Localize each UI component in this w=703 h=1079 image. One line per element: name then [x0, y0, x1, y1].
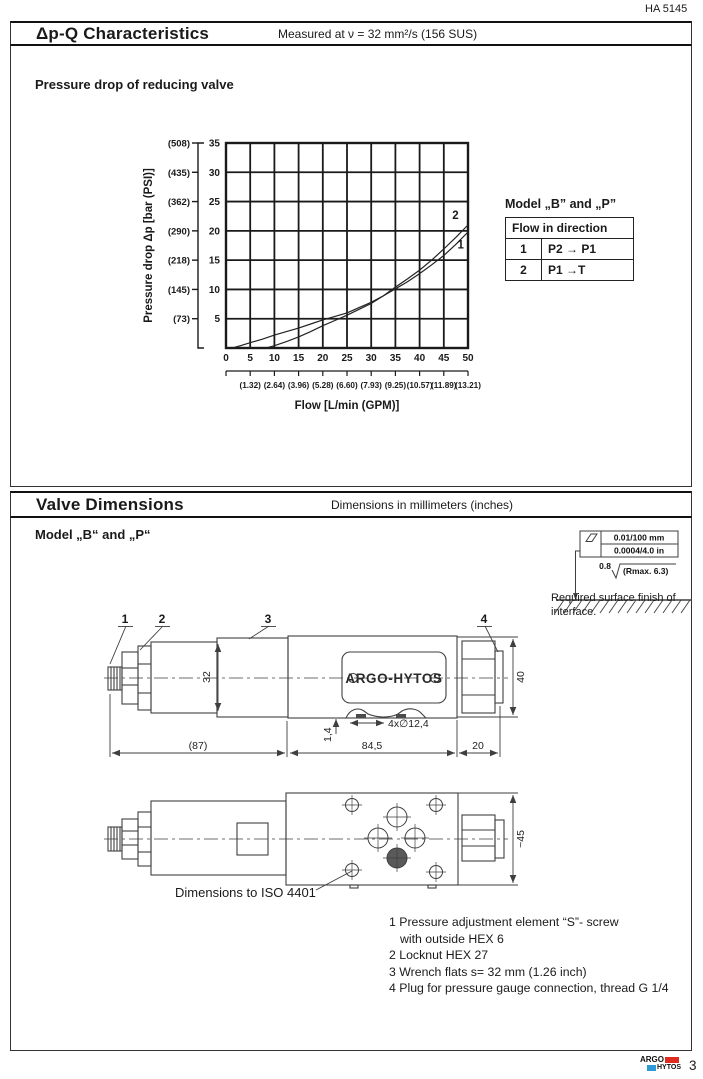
callout-1: 1 — [121, 612, 129, 626]
x-tick-gpm-label: (5.28) — [312, 381, 334, 390]
y-tick-label: 20 — [208, 226, 220, 238]
valve-side-view-drawing — [100, 606, 535, 768]
flow-table-body — [506, 239, 634, 281]
section-subtitle: Measured at ν = 32 mm²/s (156 SUS) — [278, 26, 478, 41]
model-title-chart: Model „B” and „P” — [505, 197, 617, 211]
y-axis-title: Pressure drop Δp [bar (PSI)] — [143, 168, 155, 323]
x-axis-title: Flow [L/min (GPM)] — [294, 400, 400, 412]
callout-4: 4 — [480, 612, 488, 626]
x-tick-label: 35 — [389, 353, 401, 364]
x-tick-gpm-label: (3.96) — [287, 381, 310, 390]
x-tick-label: 10 — [268, 353, 280, 364]
chart-grid — [226, 143, 468, 348]
dim-87: (87) — [188, 740, 208, 752]
pq-chart — [138, 138, 510, 416]
side-view-outline — [104, 636, 508, 718]
valve-top-view-drawing — [100, 781, 535, 906]
y-tick-label: 15 — [208, 255, 220, 267]
flow-table-header: Flow in direction — [506, 218, 634, 239]
callout-3: 3 — [264, 612, 272, 626]
y-tick-psi-label: (435) — [167, 167, 190, 179]
logo-text-hytos: HYTOS — [657, 1064, 681, 1071]
x-tick-gpm-label: (11.89) — [431, 381, 457, 390]
flow-number-cell: 1 — [506, 239, 542, 260]
logo-red-block — [665, 1057, 679, 1063]
flow-table-row — [506, 239, 634, 260]
x-tick-gpm-label: (13.21) — [455, 381, 481, 390]
flow-direction-table — [505, 217, 634, 281]
section-header-valve-dimensions — [10, 491, 692, 518]
dim-45: ~45 — [515, 830, 527, 848]
x-tick-gpm-label: (7.93) — [360, 381, 382, 390]
flow-direction-cell: P1 →T — [542, 260, 634, 281]
gauge-plug — [462, 641, 495, 713]
x-tick-label: 0 — [223, 353, 229, 364]
x-tick-gpm-label: (2.64) — [263, 381, 286, 390]
curve-2 — [267, 225, 468, 348]
flow-direction-cell: P2 → P1 — [542, 239, 634, 260]
logo-text-argo: ARGO — [640, 1055, 664, 1064]
y-tick-psi-label: (508) — [167, 138, 190, 150]
flow-table-row — [506, 260, 634, 281]
port-and-bolt-holes — [342, 795, 446, 882]
x-tick-label: 20 — [317, 353, 329, 364]
dim-mounting-holes: 4x∅12,4 — [388, 718, 429, 730]
argo-hytos-logo — [640, 1056, 681, 1071]
note-line: 1 Pressure adjustment element “S”- screw — [389, 915, 619, 929]
roughness-value: 0.8 — [599, 561, 611, 571]
x-tick-gpm-label: (10.57) — [406, 381, 433, 390]
y-tick-psi-label: (218) — [167, 255, 190, 267]
x-tick-gpm-label: (6.60) — [336, 381, 358, 390]
section-title: Δp-Q Characteristics — [36, 23, 210, 43]
doc-code: HA 5145 — [645, 3, 688, 15]
x-tick-gpm-label: (1.32) — [239, 381, 261, 390]
section-subtitle-2: Dimensions in millimeters (inches) — [331, 497, 514, 512]
x-tick-label: 15 — [293, 353, 305, 364]
note-line: 4 Plug for pressure gauge connection, thread G 1/4 — [389, 981, 669, 995]
flatness-mm-label: 0.01/100 mm — [613, 532, 665, 543]
y-tick-label: 30 — [208, 167, 220, 179]
dim-84-5: 84,5 — [361, 740, 383, 752]
logo-row-2 — [647, 1064, 681, 1071]
dim-40: 40 — [515, 671, 527, 683]
y-tick-label: 5 — [214, 314, 220, 326]
flow-direction-block — [505, 197, 634, 281]
chart-heading: Pressure drop of reducing valve — [35, 77, 234, 92]
y-scale-bracket — [192, 143, 204, 348]
y-tick-psi-label: (290) — [167, 226, 190, 238]
flatness-in-label: 0.0004/4.0 in — [613, 545, 665, 556]
x-tick-label: 5 — [247, 353, 253, 364]
page-number: 3 — [689, 1058, 697, 1073]
y-tick-label: 35 — [208, 138, 220, 150]
callout-2: 2 — [158, 612, 166, 626]
x-tick-label: 40 — [414, 353, 426, 364]
x-tick-label: 50 — [462, 353, 474, 364]
x-gpm-bracket — [226, 371, 468, 376]
curve-label-1: 1 — [457, 239, 464, 252]
logo-blue-block — [647, 1065, 656, 1071]
section-header-pq-characteristics — [10, 21, 692, 46]
surface-finish-caption: Required surface finish of interface. — [551, 592, 676, 618]
y-tick-psi-label: (145) — [167, 284, 190, 296]
logo-row-1 — [640, 1056, 681, 1063]
iso-4401-note: Dimensions to ISO 4401 — [175, 885, 316, 900]
nameplate-brand: ARGO-HYTOS — [345, 671, 443, 686]
y-tick-psi-label: (362) — [167, 197, 190, 209]
roughness-max-value: (Rmax. 6.3) — [623, 566, 669, 576]
x-tick-label: 30 — [365, 353, 377, 364]
dim-20: 20 — [472, 740, 484, 752]
curve-label-2: 2 — [452, 210, 459, 223]
dim-32: 32 — [201, 671, 213, 683]
component-notes — [389, 914, 694, 997]
y-tick-label: 25 — [208, 197, 220, 209]
flow-number-cell: 2 — [506, 260, 542, 281]
x-tick-label: 45 — [438, 353, 450, 364]
note-line: 2 Locknut HEX 27 — [389, 948, 489, 962]
x-tick-gpm-label: (9.25) — [384, 381, 407, 390]
top-view-outline — [104, 793, 508, 888]
section-title-2: Valve Dimensions — [36, 494, 184, 514]
note-line: 3 Wrench flats s= 32 mm (1.26 inch) — [389, 964, 587, 979]
model-title-dimensions: Model „B“ and „P“ — [35, 527, 151, 542]
dim-1-4: 1,4 — [322, 727, 334, 742]
x-tick-label: 25 — [341, 353, 353, 364]
note-line: with outside HEX 6 — [400, 931, 504, 946]
y-tick-psi-label: (73) — [173, 314, 190, 326]
y-tick-label: 10 — [208, 284, 220, 296]
